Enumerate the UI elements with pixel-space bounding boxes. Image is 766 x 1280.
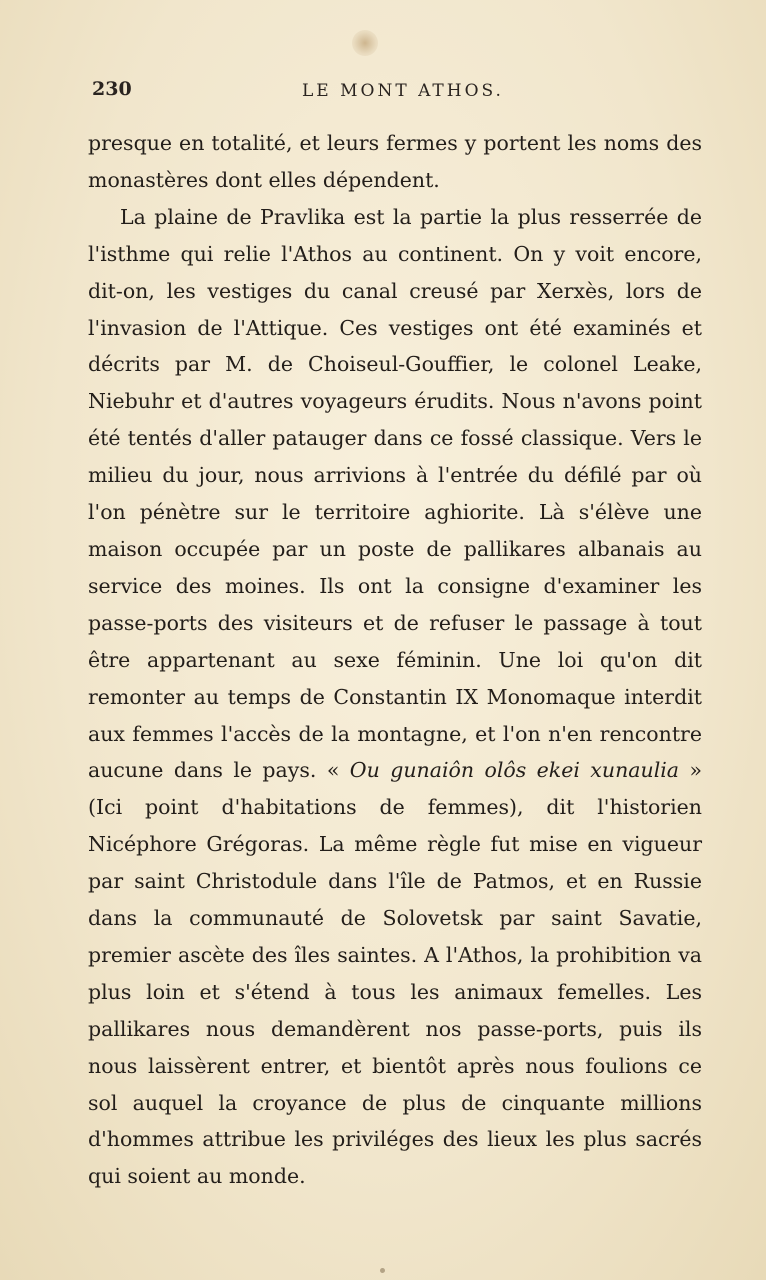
paragraph-continuation: presque en totalité, et leurs fermes y portent les noms des monastères dont elles dépendent. (88, 131, 702, 192)
greek-quotation: Ou gunaiôn olôs ekei xunaulia (349, 758, 680, 783)
bottom-speck (380, 1268, 385, 1273)
page-number: 230 (92, 78, 132, 100)
quote-open-mark: « (326, 758, 340, 783)
paragraph-main (88, 199, 702, 1195)
page-header (92, 78, 702, 108)
paragraph-main-end: (Ici point d'habitations de femmes), dit l'historien Nicéphore Grégoras. La même règle fut mise en vigueur par saint Christodule dans l'île de Patmos, et en Russie dans la communauté de Solovetsk par saint Savatie, premier ascète des îles saintes. A l'Athos, la prohibition va plus loin et s'étend à tous les animaux femelles. Les pallikares nous demandèrent nos passe-ports, puis ils nous laissèrent entrer, et bientôt après nous foulions ce sol auquel la croyance de plus de cinquante millions d'hommes attribue les priviléges des lieux les plus sacrés qui soient au monde. (88, 795, 702, 1189)
running-title: LE MONT ATHOS. (302, 81, 504, 101)
body-text (88, 125, 702, 1195)
paragraph-main-text: La plaine de Pravlika est la partie la plus resserrée de l'isthme qui relie l'Athos au continent. On y voit encore, dit-on, les vestiges du canal creusé par Xerxès, lors de l'invasion de l'Attique. Ces vestiges ont été examinés et décrits par M. de Choiseul-Gouffier, le colonel Leake, Niebuhr et d'autres voyageurs érudits. Nous n'avons point été tentés d'aller patauger dans ce fossé classique. Vers le milieu du jour, nous arrivions à l'entrée du défilé par où l'on pénètre sur le territoire aghiorite. Là s'élève une maison occupée par un poste de pallikares albanais au service des moines. Ils ont la consigne d'examiner les passe-ports des visiteurs et de refuser le passage à tout être appartenant au sexe féminin. Une loi qu'on dit remonter au temps de Constantin IX Monomaque interdit aux femmes l'accès de la montagne, et l'on n'en rencontre aucune dans le pays. (88, 204, 702, 783)
page-stain-ornament (352, 30, 378, 56)
quote-close-mark: » (689, 758, 702, 783)
